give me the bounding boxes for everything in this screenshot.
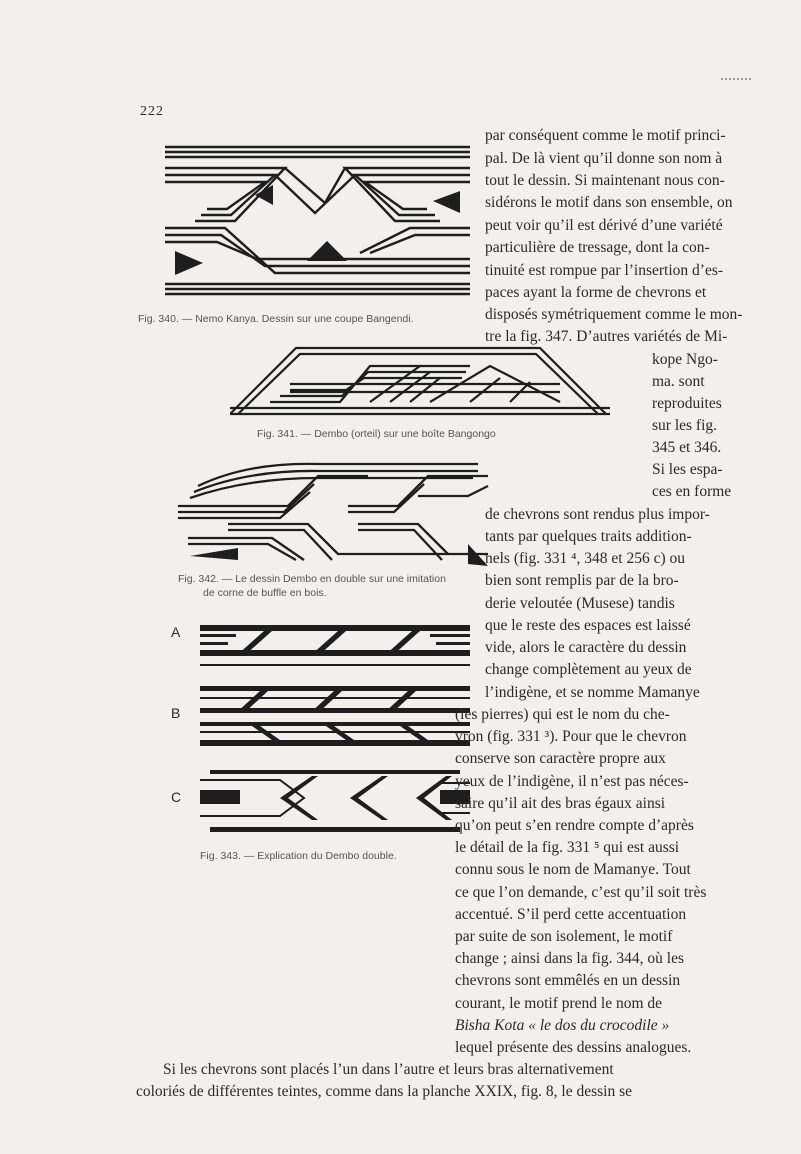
text-line: sidérons le motif dans son ensemble, on [485,194,733,211]
text-line: peut voir qu’il est dérivé d’une variété [485,217,723,234]
text-line: reproduites [652,395,722,412]
text-line: conserve son caractère propre aux [455,750,666,767]
text-line: vron (fig. 331 ³). Pour que le chevron [455,728,687,745]
text-line: chevrons sont emmêlés en un dessin [455,972,681,989]
text-line: yeux de l’indigène, il n’est pas néces- [455,773,689,790]
text-line: Si les chevrons sont placés l’un dans l’autre et leurs bras alternativement [163,1061,614,1078]
corner-dots [721,78,751,82]
text-line: de chevrons sont rendus plus impor- [485,506,710,523]
text-line: lequel présente des dessins analogues. [455,1039,692,1056]
text-line: vide, alors le caractère du dessin [485,639,687,656]
text-line: courant, le motif prend le nom de [455,995,663,1012]
text-line: 345 et 346. [652,439,722,456]
figure-341-pattern [230,342,610,418]
text-line: tout le dessin. Si maintenant nous con- [485,172,725,189]
text-line: pal. De là vient qu’il donne son nom à [485,150,723,167]
fig342-caption-line1: Fig. 342. — Le dessin Dembo en double sur une imitation [178,573,446,585]
text-line: tants par quelques traits addition- [485,528,692,545]
text-line: paces ayant la forme de chevrons et [485,284,707,301]
text-line: le détail de la fig. 331 ⁵ qui est aussi [455,839,680,856]
fig341-caption: Fig. 341. — Dembo (orteil) sur une boîte Bangongo [257,428,496,440]
text-line: kope Ngo- [652,351,718,368]
text-line: par suite de son isolement, le motif [455,928,673,945]
fig343-label-a: A [171,624,181,640]
text-line: que le reste des espaces est laissé [485,617,691,634]
text-line: l’indigène, et se nomme Mamanye [485,684,700,701]
text-line: accentué. S’il perd cette accentuation [455,906,687,923]
text-line: change ; ainsi dans la fig. 344, où les [455,950,685,967]
text-line: tre la fig. 347. D’autres variétés de Mi- [485,328,728,345]
text-line: change complètement au yeux de [485,661,692,678]
fig343-caption: Fig. 343. — Explication du Dembo double. [200,850,397,862]
text-line: tinuité est rompue par l’insertion d’es- [485,262,724,279]
text-line: ce que l’on demande, c’est qu’il soit très [455,884,707,901]
fig343-label-c: C [171,789,182,805]
fig340-caption: Fig. 340. — Nemo Kanya. Dessin sur une coupe Bangendi. [138,313,414,325]
text-line: coloriés de différentes teintes, comme dans la planche XXIX, fig. 8, le dessin se [136,1083,632,1100]
text-line: nels (fig. 331 ⁴, 348 et 256 c) ou [485,550,685,567]
text-line: particulière de tressage, dont la con- [485,239,710,256]
text-line: ma. sont [652,373,705,390]
fig342-caption-line2: de corne de buffle en bois. [203,587,327,599]
figure-340-pattern [165,143,470,298]
text-line: Si les espa- [652,461,723,478]
text-line: saire qu’il ait des bras égaux ainsi [455,795,666,812]
text-line: derie veloutée (Musese) tandis [485,595,675,612]
text-line: ces en forme [652,483,732,500]
text-line: par conséquent comme le motif princi- [485,127,726,144]
figure-342-pattern [168,456,498,566]
text-line: bien sont remplis par de la bro- [485,572,679,589]
text-line: connu sous le nom de Mamanye. Tout [455,861,691,878]
page-number: 222 [140,104,164,119]
text-line: disposés symétriquement comme le mon- [485,306,743,323]
text-line: qu’on peut s’en rendre compte d’après [455,817,694,834]
text-line: sur les fig. [652,417,718,434]
figure-343-pattern [200,620,470,834]
text-line: Bisha Kota « le dos du crocodile » [455,1017,670,1034]
fig343-label-b: B [171,705,181,721]
text-line: (les pierres) qui est le nom du che- [455,706,670,723]
